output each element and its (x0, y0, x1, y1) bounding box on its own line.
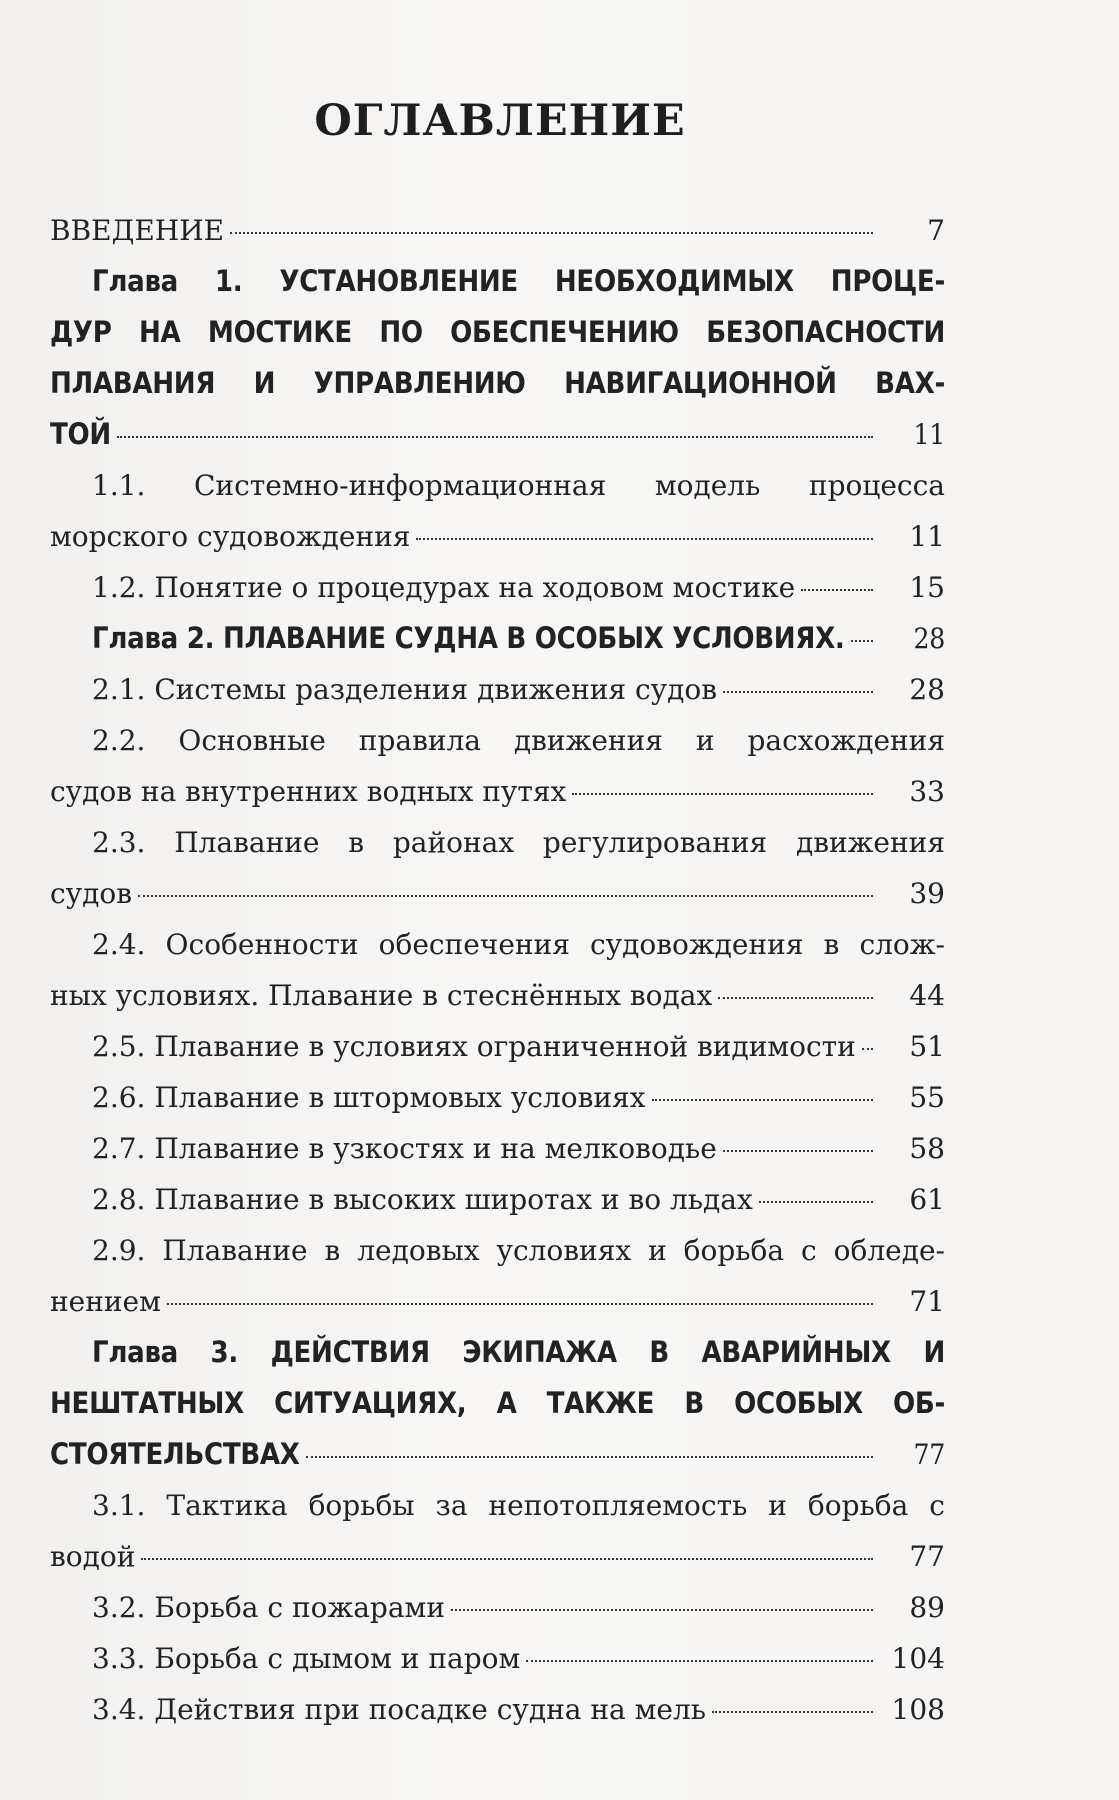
dot-leader (117, 436, 873, 438)
dot-leader (851, 640, 873, 642)
toc-page-number: 58 (909, 1132, 945, 1165)
dot-leader (167, 1303, 873, 1305)
toc-entry-text: 2.8. Плавание в высоких широтах и во льдах (92, 1183, 753, 1216)
toc-entry-text: 3.3. Борьба с дымом и паром (92, 1642, 521, 1675)
dot-leader (138, 895, 873, 897)
toc-page-number: 28 (913, 622, 945, 655)
toc-page-number: 89 (909, 1591, 945, 1624)
toc-entry (50, 460, 945, 562)
toc-entry-text: ДУР НА МОСТИКЕ ПО ОБЕСПЕЧЕНИЮ БЕЗОПАСНОСТИ (50, 315, 945, 349)
dot-leader (718, 997, 873, 999)
toc-page-number: 77 (909, 1540, 945, 1573)
toc-entry (50, 1123, 945, 1174)
dot-leader (723, 691, 873, 693)
toc-entry-text: 2.5. Плавание в условиях ограниченной видимости (92, 1030, 856, 1063)
dot-leader (306, 1456, 873, 1458)
toc-chapter-entry (50, 613, 945, 664)
dot-leader (712, 1711, 873, 1713)
toc-entry-text: ВВЕДЕНИЕ (50, 214, 225, 247)
toc-chapter-entry (50, 1327, 945, 1480)
toc-entry-text: ПЛАВАНИЯ И УПРАВЛЕНИЮ НАВИГАЦИОННОЙ ВАХ- (50, 366, 945, 400)
toc-entry-text: 2.2. Основные правила движения и расхождения (92, 724, 945, 757)
toc-page-number: 44 (909, 979, 945, 1012)
toc-entry-text: 1.1. Системно-информационная модель процесса (92, 469, 945, 502)
toc-entry (50, 562, 945, 613)
toc-entry-text: нением (50, 1285, 161, 1318)
toc-entry (50, 1582, 945, 1633)
toc-entry (50, 664, 945, 715)
toc-chapter-entry (50, 256, 945, 460)
toc-page-number: 108 (891, 1693, 945, 1726)
toc-page-number: 33 (909, 775, 945, 808)
toc-entry-text: 3.2. Борьба с пожарами (92, 1591, 445, 1624)
toc-entry (50, 1225, 945, 1327)
toc-entry (50, 715, 945, 817)
toc-page-number: 11 (913, 418, 945, 451)
toc-page-number: 15 (909, 571, 945, 604)
toc-page-number: 28 (909, 673, 945, 706)
dot-leader (572, 793, 873, 795)
toc-entry-text: ных условиях. Плавание в стеснённых водах (50, 979, 713, 1012)
dot-leader (801, 589, 873, 591)
toc-entry (50, 919, 945, 1021)
toc-entry-text: ТОЙ (50, 417, 111, 451)
toc-entry-text: 2.9. Плавание в ледовых условиях и борьба с обледе- (92, 1234, 945, 1267)
dot-leader (759, 1201, 873, 1203)
toc-entry (50, 1480, 945, 1582)
toc-entry (50, 205, 945, 256)
page-title: ОГЛАВЛЕНИЕ (314, 96, 686, 146)
toc-entry-text: 2.7. Плавание в узкостях и на мелководье (92, 1132, 717, 1165)
toc-entry-text: 1.2. Понятие о процедурах на ходовом мостике (92, 571, 796, 604)
toc-entry (50, 1174, 945, 1225)
toc-entry-text: 3.4. Действия при посадке судна на мель (92, 1693, 707, 1726)
dot-leader (652, 1099, 873, 1101)
toc-entry-text: 2.1. Системы разделения движения судов (92, 673, 717, 706)
toc-entry-text: СТОЯТЕЛЬСТВАХ (50, 1437, 300, 1471)
toc-entry-text: Глава 3. ДЕЙСТВИЯ ЭКИПАЖА В АВАРИЙНЫХ И (92, 1335, 945, 1369)
toc-entry (50, 1684, 945, 1735)
toc-entry-text: 2.4. Особенности обеспечения судовождения в слож- (92, 928, 945, 961)
dot-leader (723, 1150, 873, 1152)
dot-leader (526, 1660, 873, 1662)
toc-page-number: 71 (909, 1285, 945, 1318)
toc-entry (50, 1021, 945, 1072)
toc-entry-text: судов (50, 877, 133, 910)
toc-entry-text: морского судовождения (50, 520, 411, 553)
toc-entry-text: 2.6. Плавание в штормовых условиях (92, 1081, 646, 1114)
toc-entry (50, 817, 945, 919)
toc-page-number: 7 (927, 214, 945, 247)
toc-page-number: 61 (909, 1183, 945, 1216)
toc-entry-text: 2.3. Плавание в районах регулирования движения (92, 826, 945, 859)
toc-page-number: 55 (909, 1081, 945, 1114)
dot-leader (862, 1048, 873, 1050)
toc-entry-text: Глава 2. ПЛАВАНИЕ СУДНА В ОСОБЫХ УСЛОВИЯХ. (92, 621, 845, 655)
toc-page-number: 104 (891, 1642, 945, 1675)
toc-page-number: 39 (909, 877, 945, 910)
toc-entry-text: 3.1. Тактика борьбы за непотопляемость и борьба с (92, 1489, 945, 1522)
table-of-contents (50, 205, 945, 1735)
toc-entry-text: Глава 1. УСТАНОВЛЕНИЕ НЕОБХОДИМЫХ ПРОЦЕ- (92, 264, 945, 298)
toc-entry (50, 1072, 945, 1123)
toc-entry-text: судов на внутренних водных путях (50, 775, 567, 808)
dot-leader (451, 1609, 873, 1611)
toc-entry-text: водой (50, 1540, 136, 1573)
toc-entry (50, 1633, 945, 1684)
toc-page-number: 51 (909, 1030, 945, 1063)
dot-leader (230, 232, 873, 234)
dot-leader (416, 538, 873, 540)
toc-page-number: 11 (909, 520, 945, 553)
dot-leader (141, 1558, 873, 1560)
toc-entry-text: НЕШТАТНЫХ СИТУАЦИЯХ, А ТАКЖЕ В ОСОБЫХ ОБ- (50, 1386, 945, 1420)
toc-page-number: 77 (913, 1438, 945, 1471)
